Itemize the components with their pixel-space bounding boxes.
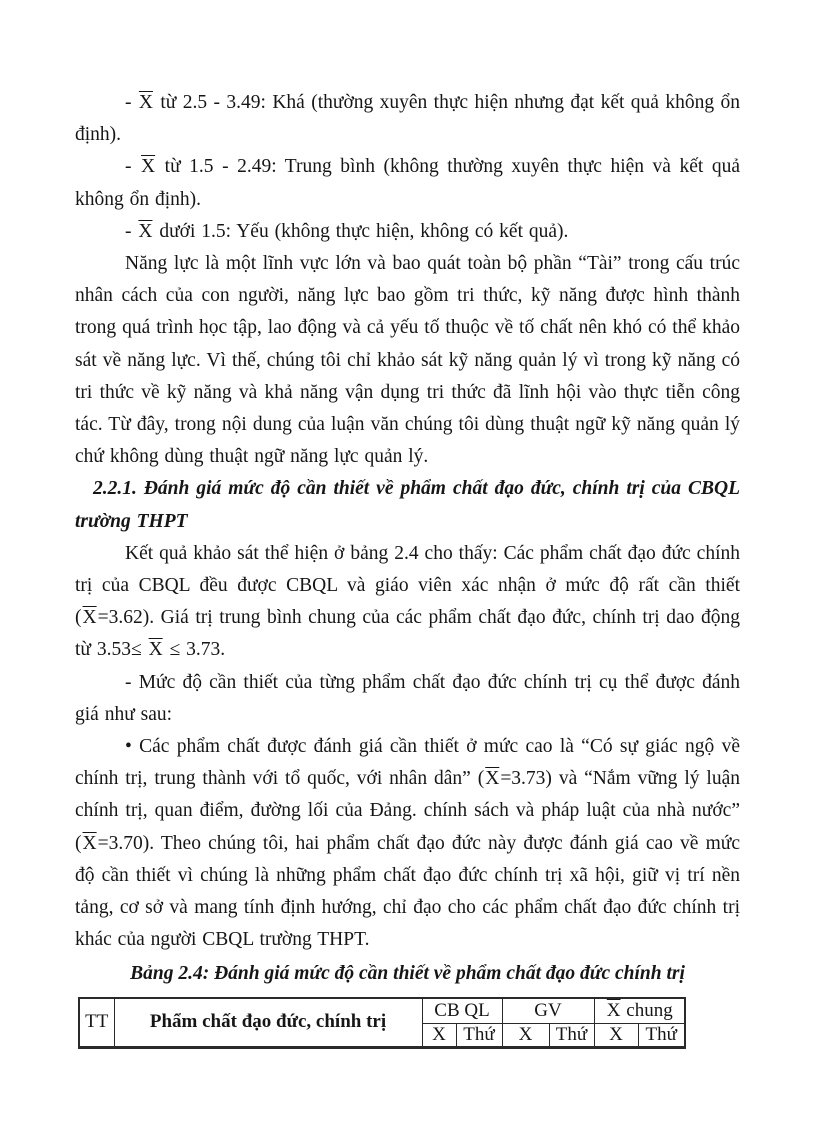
x-bar-symbol: $\overline{X}$ <box>138 220 153 242</box>
subheader-cbql-rank: Thứ <box>456 1024 502 1048</box>
grading-scale-trung-binh: - $\overline{X}$ từ 1.5 - 2.49: Trung bình (không thường xuyên thực hiện và kết quả không ổn định). <box>75 156 740 210</box>
x-bar-symbol: $\overline{X}$ <box>82 607 97 629</box>
section-heading-2-2-1: 2.2.1. Đánh giá mức độ cần thiết về phẩm chất đạo đức, chính trị của CBQL trường THPT <box>75 478 740 532</box>
paragraph-cac-pham-chat: • Các phẩm chất được đánh giá cần thiết ở mức cao là “Có sự giác ngộ về chính trị, trung thành với tổ quốc, với nhân dân” $(\overline{X}=3.73)$ và “Nắm vững lý luận chính trị, quan điểm, đường lối của Đảng. chính sách và pháp luật của nhà nước” $(\overline{X}=3.70)$. Theo chúng tôi, hai phẩm chất đạo đức này được đánh giá cao về mức độ cần thiết vì chúng là những phẩm chất đạo đức chính trị xã hội, giữ vị trí nền tảng, cơ sở và mang tính định hướng, chỉ đạo cho các phẩm chất đạo đức chính trị khác của người CBQL trường THPT. <box>75 736 740 951</box>
paragraph-nang-luc: Năng lực là một lĩnh vực lớn và bao quát toàn bộ phần “Tài” trong cấu trúc nhân cách của con người, năng lực bao gồm tri thức, kỹ năng được hình thành trong quá trình học tập, lao động và cả yếu tố thuộc về tố chất nên khó có thể khảo sát về năng lực. Vì thế, chúng tôi chỉ khảo sát kỹ năng quản lý vì trong kỹ năng có tri thức về kỹ năng và khả năng vận dụng tri thức đã lĩnh hội vào thực tiễn công tác. Từ đây, trong nội dung của luận văn chúng tôi dùng thuật ngữ kỹ năng quản lý chứ không dùng thuật ngữ năng lực quản lý. <box>75 253 740 468</box>
column-group-cbql: CB QL <box>422 998 502 1024</box>
grading-scale-yeu: - $\overline{X}$ dưới 1.5: Yếu (không thực hiện, không có kết quả). <box>125 220 569 242</box>
x-bar-symbol: $\overline{X}$ <box>609 1024 623 1046</box>
column-header-tt: TT <box>79 998 114 1048</box>
table-header-row-groups <box>79 998 685 1024</box>
paragraph-muc-do-can-thiet: - Mức độ cần thiết của từng phẩm chất đạo đức chính trị cụ thể được đánh giá như sau: <box>75 671 740 725</box>
subheader-chung-rank: Thứ <box>638 1024 685 1048</box>
table-caption: Bảng 2.4: Đánh giá mức độ cần thiết về phẩm chất đạo đức chính trị <box>130 963 685 985</box>
column-header-pham-chat: Phẩm chất đạo đức, chính trị <box>114 998 422 1048</box>
x-bar-symbol: $\overline{X}$ <box>485 768 500 790</box>
grading-scale-kha: - $\overline{X}$ từ 2.5 - 3.49: Khá (thường xuyên thực hiện nhưng đạt kết quả không ổn định). <box>75 92 740 146</box>
body-text <box>75 87 740 956</box>
x-bar-symbol: $\overline{X}$ <box>82 832 97 854</box>
x-bar-symbol: $\overline{X}$ <box>141 156 156 178</box>
x-bar-symbol: $\overline{X}$ <box>138 92 153 113</box>
subheader-chung-mean <box>594 1024 638 1048</box>
subheader-gv-mean <box>502 1024 549 1048</box>
column-group-gv: GV <box>502 998 594 1024</box>
subheader-gv-rank: Thứ <box>549 1024 594 1048</box>
paragraph-ket-qua-khao-sat: Kết quả khảo sát thể hiện ở bảng 2.4 cho thấy: Các phẩm chất đạo đức chính trị của CBQL đều được CBQL và giáo viên xác nhận ở mức độ rất cần thiết $(\overline{X}=3.62)$. Giá trị trung bình chung của các phẩm chất đạo đức, chính trị dao động từ $3.53\le \overline{X} \le 3.73$. <box>75 542 740 661</box>
x-bar-symbol: $\overline{X}$ <box>148 639 163 661</box>
x-bar-symbol: $\overline{X}$ <box>432 1024 446 1046</box>
column-group-x-chung: $\overline{X}$ chung <box>594 998 685 1024</box>
x-bar-symbol: $\overline{X}$ <box>606 999 621 1021</box>
subheader-cbql-mean <box>422 1024 456 1048</box>
x-bar-symbol: $\overline{X}$ <box>518 1024 533 1046</box>
table-bang-2-4 <box>78 997 686 1049</box>
